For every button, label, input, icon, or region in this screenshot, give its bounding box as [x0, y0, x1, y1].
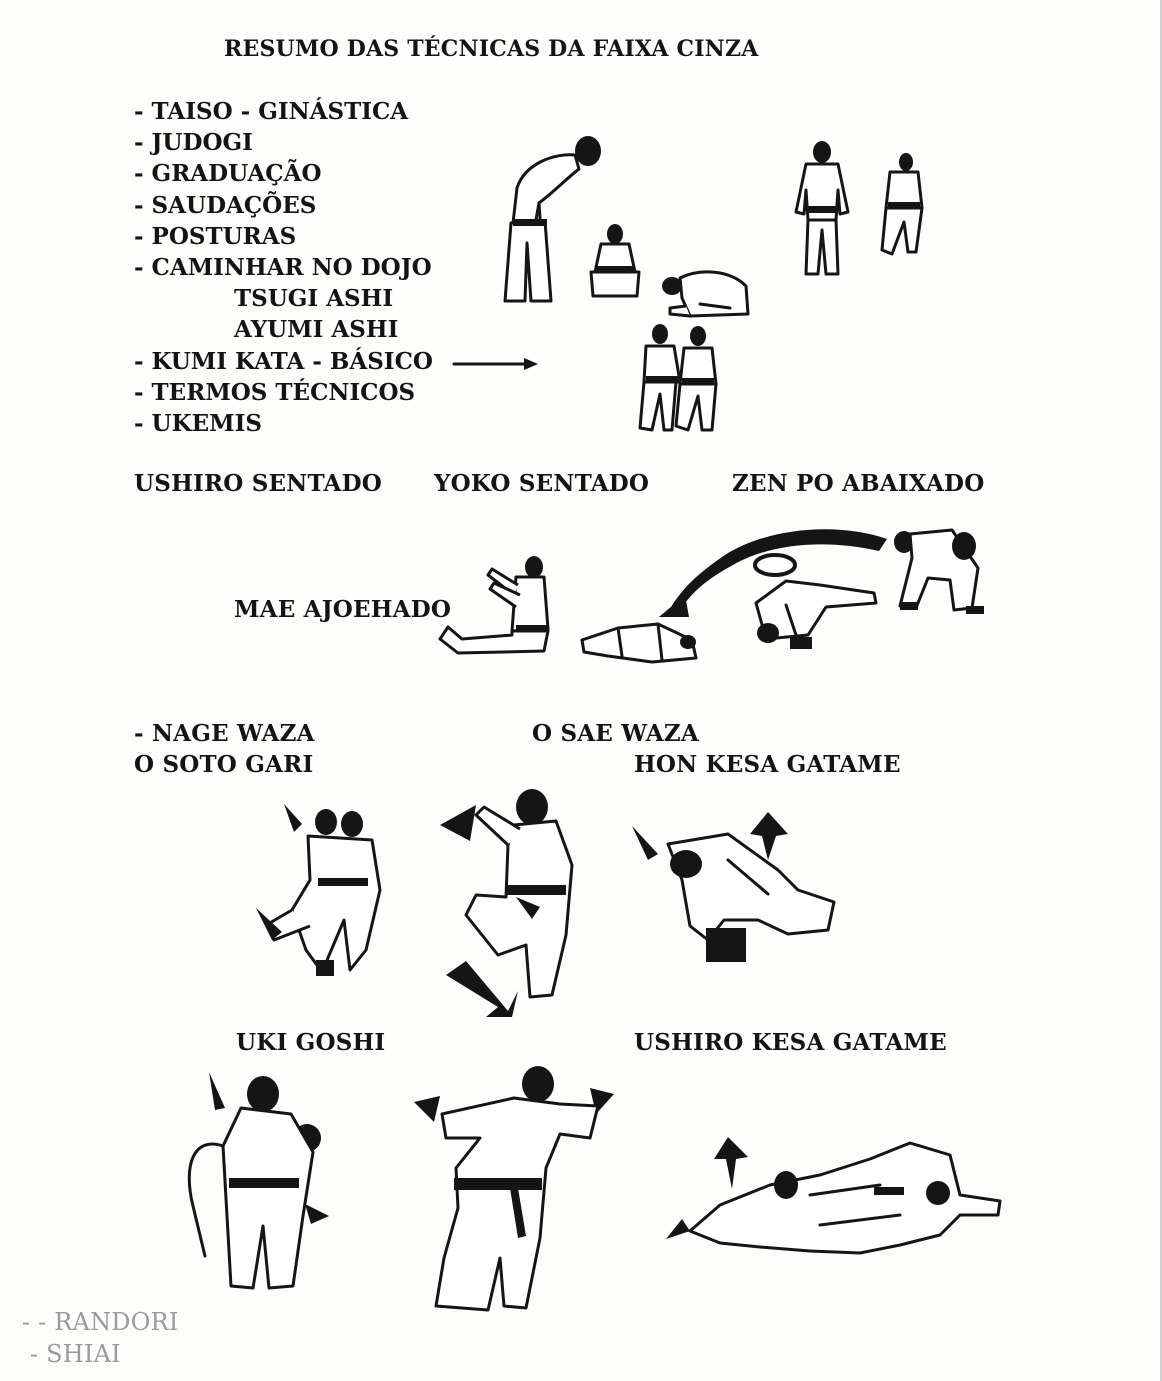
footer-randori: - - RANDORI — [22, 1308, 179, 1336]
nage-waza-heading: - NAGE WAZA — [134, 720, 315, 747]
uki-goshi-label: UKI GOSHI — [236, 1029, 386, 1056]
topic-item: - CAMINHAR NO DOJO — [134, 254, 432, 282]
ukemi-mae-label: MAE AJOEHADO — [234, 596, 452, 623]
topic-item: - UKEMIS — [134, 410, 262, 438]
hon-kesa-gatame-label: HON KESA GATAME — [634, 751, 901, 778]
o-soto-gari-label: O SOTO GARI — [134, 751, 314, 778]
kumi-kata-pair-illustration — [636, 322, 726, 437]
hon-kesa-gatame-illustration — [628, 810, 843, 965]
topic-item: - JUDOGI — [134, 129, 253, 157]
uki-goshi-pair-illustration — [183, 1066, 333, 1306]
topic-item: - SAUDAÇÕES — [134, 191, 317, 219]
ukemi-yoko-label: YOKO SENTADO — [434, 470, 650, 497]
arrow-right-icon — [452, 354, 542, 374]
topic-subitem: AYUMI ASHI — [234, 316, 399, 344]
rolling-judoka-illustration — [746, 575, 881, 655]
ukemi-ushiro-label: USHIRO SENTADO — [134, 470, 382, 497]
topic-list — [134, 96, 433, 439]
sitting-ukemi-illustration — [432, 555, 562, 660]
osae-waza-heading: O SAE WAZA — [532, 720, 699, 747]
standing-judoka-front-illustration — [790, 140, 860, 285]
ushiro-kesa-gatame-illustration — [660, 1135, 1010, 1265]
crouching-judoka-illustration — [892, 528, 992, 623]
topic-item: - KUMI KATA - BÁSICO — [134, 347, 433, 375]
standing-judoka-stance-illustration — [876, 152, 926, 262]
kneeling-judoka-illustration — [585, 222, 645, 302]
topic-item: - POSTURAS — [134, 222, 297, 250]
topic-item: - GRADUAÇÃO — [134, 160, 322, 188]
topic-item: - TAISO - GINÁSTICA — [134, 98, 409, 125]
page-title: RESUMO DAS TÉCNICAS DA FAIXA CINZA — [224, 36, 759, 62]
ushiro-kesa-gatame-label: USHIRO KESA GATAME — [634, 1029, 947, 1056]
o-soto-gari-single-illustration — [436, 785, 586, 1025]
ukemi-zenpo-label: ZEN PO ABAIXADO — [732, 470, 985, 497]
footer-shiai: - SHIAI — [30, 1340, 121, 1368]
o-soto-gari-pair-illustration — [252, 800, 387, 980]
topic-subitem: TSUGI ASHI — [234, 285, 394, 313]
prostrate-judoka-illustration — [660, 264, 755, 324]
uki-goshi-single-illustration — [410, 1058, 625, 1318]
topic-item: - TERMOS TÉCNICOS — [134, 378, 416, 406]
